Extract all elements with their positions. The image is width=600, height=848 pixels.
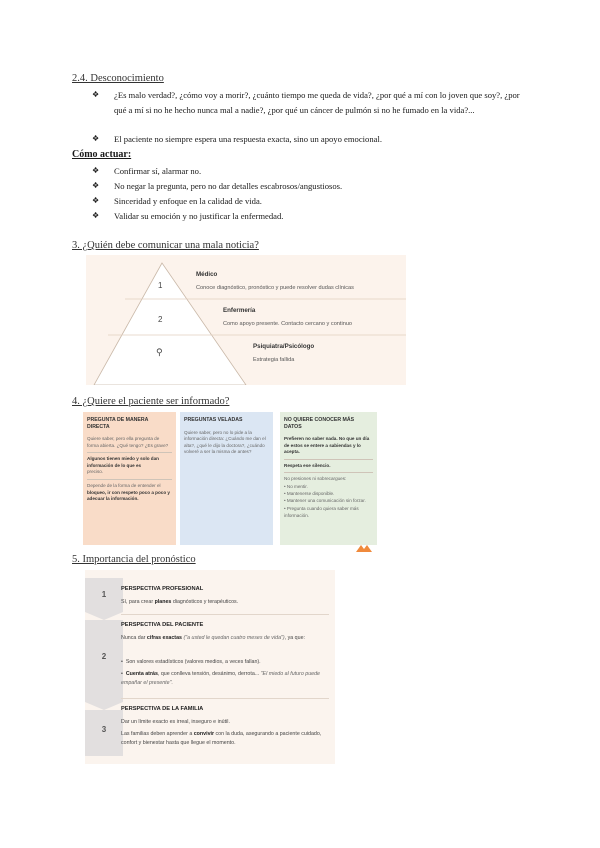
column-no-datos: NO QUIERE CONOCER MÁS DATOS Prefieren no saber nada. No que un día de estos se entere a sabiendas y lo acepta. Respeta ese silencio. No presiones ni sobrecargues: • No mentir. • Mantenerse disponible. • Mantener una comunicación sin forzar. • Pregunta cuando quiera saber más información. — [280, 412, 377, 545]
list-item: ❖ Sinceridad y enfoque en la calidad de vida. — [92, 194, 532, 209]
pyramid-level-desc: Conoce diagnóstico, pronóstico y puede resolver dudas clínicas — [196, 285, 354, 291]
pyramid-shape — [86, 255, 406, 385]
section-heading-pronostico: 5. Importancia del pronóstico — [72, 554, 196, 565]
diamond-bullet-icon: ❖ — [92, 181, 100, 190]
pyramid-level-number: 1 — [158, 281, 163, 290]
list-item: ❖ ¿Es malo verdad?, ¿cómo voy a morir?, ¿cuánto tiempo me queda de vida?, ¿por qué a mí con lo joven que soy?, ¿por qué a mí si no he hecho nunca mal a nadie?, ¿por qué un cáncer de pulmón si no he fumado en la vida?... — [92, 90, 520, 115]
step-bullet: • Cuenta atrás, que conlleva tensión, desánimo, derrota... "El miedo al futuro puede empañar el presente". — [121, 671, 320, 686]
magnifier-icon: ⚲ — [156, 347, 163, 357]
pyramid-level-desc: Estrategia fallida — [253, 357, 295, 363]
step-text: Nunca dar cifras exactas ("a usted le quedan cuatro meses de vida"), ya que: — [121, 635, 305, 641]
column-veiled: PREGUNTAS VELADAS Quiere saber, pero no lo pide a la información directa: ¿Cuándo me dan el alta?, ¿qué le dijo la doctora?, ¿cuándo volveré a ser la misma de antes? — [180, 412, 273, 545]
step-title: PERSPECTIVA DE LA FAMILIA — [121, 706, 204, 712]
list-item: • Mantenerse disponible. — [284, 491, 335, 497]
section-heading-informado: 4. ¿Quiere el paciente ser informado? — [72, 396, 230, 407]
step-text: Sí, para crear planes diagnósticos y terapéuticos. — [121, 599, 239, 605]
step-number: 2 — [101, 652, 107, 661]
information-columns — [83, 412, 377, 552]
diamond-bullet-icon: ❖ — [92, 134, 100, 143]
list-item: ❖ Validar su emoción y no justificar la enfermedad. — [92, 209, 532, 224]
column-direct: PREGUNTA DE MANERA DIRECTA Quiere saber, pero ella pregunta de forma abierta. ¿Qué tengo? ¿Es grave? Algunos tienen miedo y solo dan información de lo que es preciso. Depende de la forma de entender el bloqueo, ir con respeto poco a poco y adecuar la información. — [83, 412, 176, 545]
step-number: 3 — [101, 725, 107, 734]
step-title: PERSPECTIVA PROFESIONAL — [121, 586, 204, 592]
step-text: Dar un límite exacto es irreal, inseguro e inútil. — [121, 719, 230, 725]
list-item: • Pregunta cuando quiera saber más información. — [284, 505, 359, 518]
list-item: • Mantener una comunicación sin forzar. — [284, 498, 366, 504]
step-title: PERSPECTIVA DEL PACIENTE — [121, 622, 204, 628]
section-heading-desconocimiento: 2.4. Desconocimiento — [72, 73, 164, 84]
pyramid-level-number: 2 — [158, 315, 163, 324]
step-text: Las familias deben aprender a convivir con la duda, asegurando a paciente cuidado, confort y bienestar hasta que llegue el momento. — [121, 731, 322, 746]
section-heading-quien: 3. ¿Quién debe comunicar una mala noticia? — [72, 240, 259, 251]
pyramid-level-title: Psiquiatra/Psicólogo — [253, 343, 315, 350]
step-number: 1 — [101, 590, 107, 599]
pyramid-level-title: Médico — [196, 271, 218, 278]
step-bullet: • Son valores estadísticos (valores medios, a veces fallan). — [121, 659, 261, 665]
logo-icon — [355, 540, 365, 548]
list-item: • No mentir. — [284, 483, 308, 489]
diamond-bullet-icon: ❖ — [92, 196, 100, 205]
list-item: ❖ El paciente no siempre espera una respuesta exacta, sino un apoyo emocional. — [92, 132, 532, 147]
diamond-bullet-icon: ❖ — [92, 90, 100, 99]
diamond-bullet-icon: ❖ — [92, 166, 100, 175]
list-item: ❖ Confirmar sí, alarmar no. — [92, 164, 532, 179]
list-item: ❖ No negar la pregunta, pero no dar detalles escabrosos/angustiosos. — [92, 179, 532, 194]
diamond-bullet-icon: ❖ — [92, 211, 100, 220]
como-actuar-heading: Cómo actuar: — [72, 149, 132, 160]
pyramid-level-desc: Como apoyo presente. Contacto cercano y continuo — [223, 321, 353, 327]
pyramid-diagram — [86, 255, 406, 385]
pronostico-steps — [85, 570, 335, 764]
pyramid-level-title: Enfermería — [223, 307, 256, 314]
